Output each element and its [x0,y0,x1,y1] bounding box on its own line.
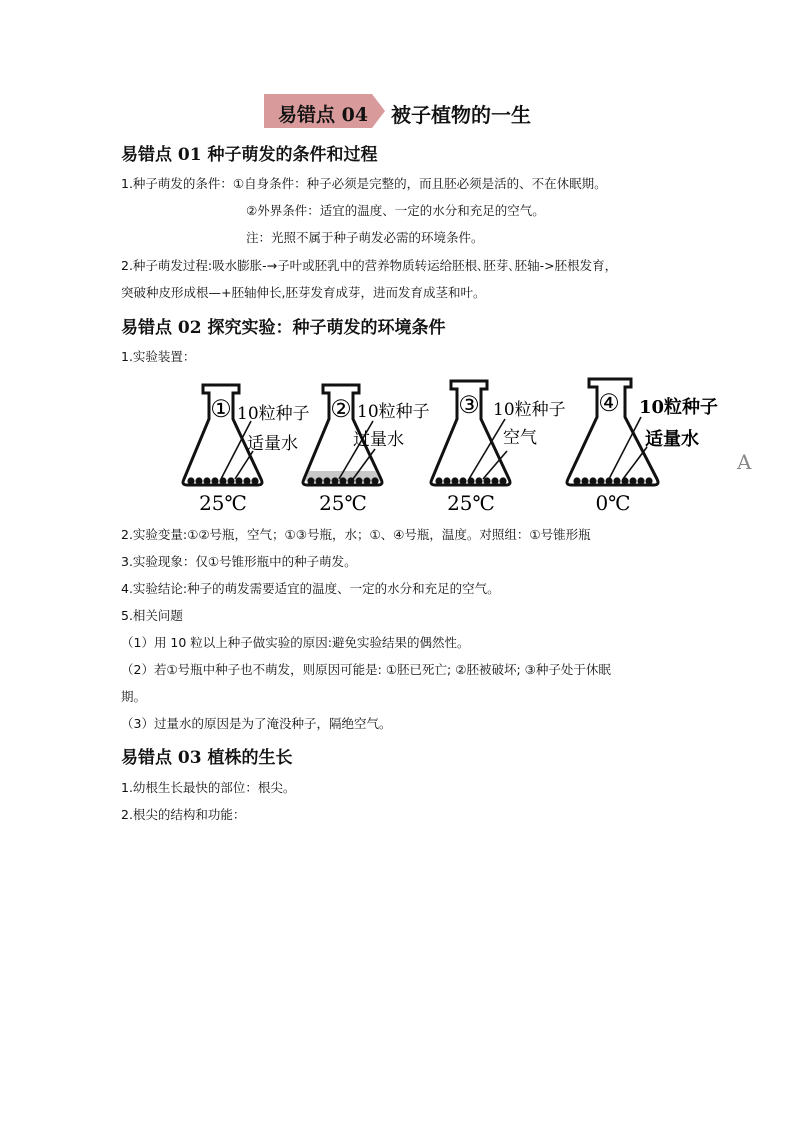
s1-line-1: 1.种子萌发的条件：①自身条件：种子必须是完整的，而且胚必须是活的、不在休眠期。 [121,176,607,191]
s3-line-2: 2.根尖的结构和功能： [121,807,246,822]
s3-line-1: 1.幼根生长最快的部位：根尖。 [121,780,296,795]
page-title: 被子植物的一生 [391,103,531,127]
flask-2-condition: 过量水 [353,430,404,450]
flask-3 [431,381,566,515]
flask-1-number: ① [210,395,232,423]
flask-1-seeds: 10粒种子 [237,404,310,424]
s2-line-4: 4.实验结论:种子的萌发需要适宜的温度、一定的水分和充足的空气。 [121,581,500,596]
flask-3-temp: 25℃ [447,491,495,515]
flask-2-temp: 25℃ [319,491,367,515]
s1-line-5: 突破种皮形成根—+胚轴伸长,胚芽发育成芽，进而发育成茎和叶。 [121,285,486,300]
s2-line-3: 3.实验现象：仅①号锥形瓶中的种子萌发。 [121,554,357,569]
section-heading-03: 易错点 03 植株的生长 [121,748,293,768]
flask-4-condition: 适量水 [645,429,699,450]
s1-line-3: 注：光照不属于种子萌发必需的环境条件。 [246,230,484,245]
s2-line-2: 2.实验变量:①②号瓶，空气；①③号瓶，水；①、④号瓶，温度。对照组：①号锥形瓶 [121,527,591,542]
section-heading-01: 易错点 01 种子萌发的条件和过程 [121,145,378,165]
flask-4-temp: 0℃ [595,491,631,515]
flask-2 [303,385,430,515]
flask-2-seeds: 10粒种子 [357,402,430,422]
section-heading-02: 易错点 02 探究实验：种子萌发的环境条件 [121,318,446,338]
flask-3-seeds: 10粒种子 [493,400,566,420]
flask-3-condition: 空气 [503,428,537,448]
experiment-figure [181,371,755,519]
s2-line-6: （1）用 10 粒以上种子做实验的原因:避免实验结果的偶然性。 [121,635,470,650]
flask-4-seeds: 10粒种子 [639,397,719,418]
flask-3-number: ③ [458,391,480,419]
flask-1 [183,385,310,515]
s2-line-8: 期。 [121,689,147,704]
flask-1-temp: 25℃ [199,491,247,515]
s1-line-4: 2.种子萌发过程:吸水膨胀-→子叶或胚乳中的营养物质转运给胚根､胚芽､胚轴->胚根发育， [121,258,618,273]
flask-4-number: ④ [598,389,620,417]
flask-2-number: ② [330,395,352,423]
flask-1-condition: 适量水 [247,434,298,454]
s2-line-1: 1.实验装置： [121,349,196,364]
s2-line-7: （2）若①号瓶中种子也不萌发，则原因可能是: ①胚已死亡; ②胚被破坏; ③种子处于休眠 [121,662,611,677]
s2-line-9: （3）过量水的原因是为了淹没种子，隔绝空气。 [121,716,392,731]
flask-4 [567,379,718,515]
s2-line-5: 5.相关问题 [121,608,183,623]
title-tag-text: 易错点 04 [278,104,369,126]
title-tag [264,94,384,128]
figure-edge-mark: A [737,450,752,474]
s1-line-2: ②外界条件：适宜的温度、一定的水分和充足的空气。 [246,203,545,218]
